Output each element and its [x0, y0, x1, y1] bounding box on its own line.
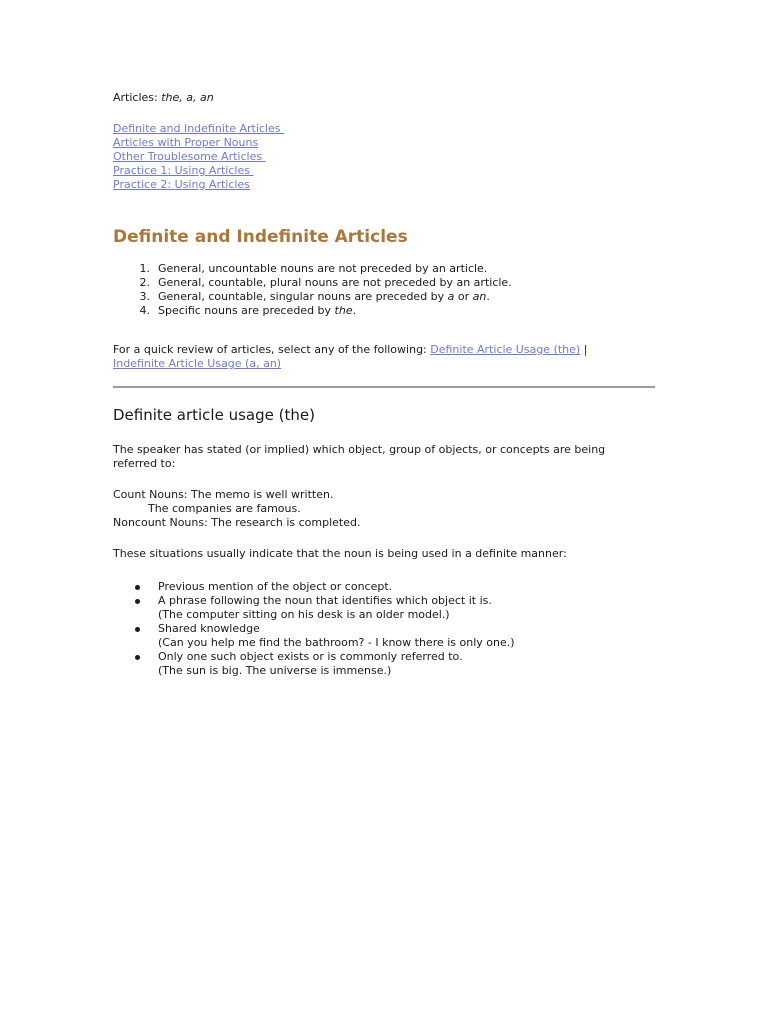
toc-link-troublesome[interactable]: Other Troublesome Articles	[113, 150, 266, 163]
example-line: Noncount Nouns: The research is completed.	[113, 516, 361, 529]
subsection-heading: Definite article usage (the)	[113, 406, 315, 424]
examples-block	[113, 488, 360, 530]
intro-prefix: Articles:	[113, 91, 162, 104]
list-item: Shared knowledge (Can you help me find the bathroom? - I know there is only one.)	[113, 622, 515, 650]
indefinite-usage-link[interactable]: Indefinite Article Usage (a, an)	[113, 357, 282, 370]
list-item: A phrase following the noun that identifies which object it is. (The computer sitting on his desk is an older model.)	[113, 594, 515, 622]
toc-link-practice-2[interactable]: Practice 2: Using Articles	[113, 178, 250, 191]
review-paragraph: For a quick review of articles, select any of the following: Definite Article Usage (the) | Indefinite Article Usage (a, an)	[113, 343, 588, 370]
intro-title	[113, 91, 214, 105]
example-line: The companies are famous.	[148, 502, 301, 515]
toc-link-practice-1[interactable]: Practice 1: Using Articles	[113, 164, 254, 177]
toc-link-definite-indefinite[interactable]: Definite and Indefinite Articles	[113, 122, 284, 135]
table-of-contents	[113, 122, 284, 192]
toc-link-proper-nouns[interactable]: Articles with Proper Nouns	[113, 136, 259, 149]
situations-list	[113, 580, 515, 678]
list-item: 4. Specific nouns are preceded by the.	[139, 304, 357, 317]
bullet-icon	[135, 599, 140, 604]
situations-paragraph: These situations usually indicate that the noun is being used in a definite manner:	[113, 547, 567, 560]
list-item: Previous mention of the object or concept.	[113, 580, 515, 594]
bullet-icon	[135, 655, 140, 660]
list-item: Only one such object exists or is commonly referred to. (The sun is big. The universe is immense.)	[113, 650, 515, 678]
list-item: 1. General, uncountable nouns are not preceded by an article.	[139, 262, 488, 275]
rules-list	[113, 262, 512, 318]
list-item: 2. General, countable, plural nouns are not preceded by an article.	[139, 276, 512, 289]
section-heading: Definite and Indefinite Articles	[113, 227, 408, 247]
bullet-icon	[135, 627, 140, 632]
divider	[113, 386, 655, 388]
bullet-icon	[135, 585, 140, 590]
definite-usage-link[interactable]: Definite Article Usage (the)	[430, 343, 581, 356]
example-line: Count Nouns: The memo is well written.	[113, 488, 334, 501]
list-item: 3. General, countable, singular nouns are preceded by a or an.	[139, 290, 490, 303]
intro-articles: the, a, an	[161, 91, 214, 104]
intro-paragraph: The speaker has stated (or implied) which object, group of objects, or concepts are being referred to:	[113, 443, 606, 470]
